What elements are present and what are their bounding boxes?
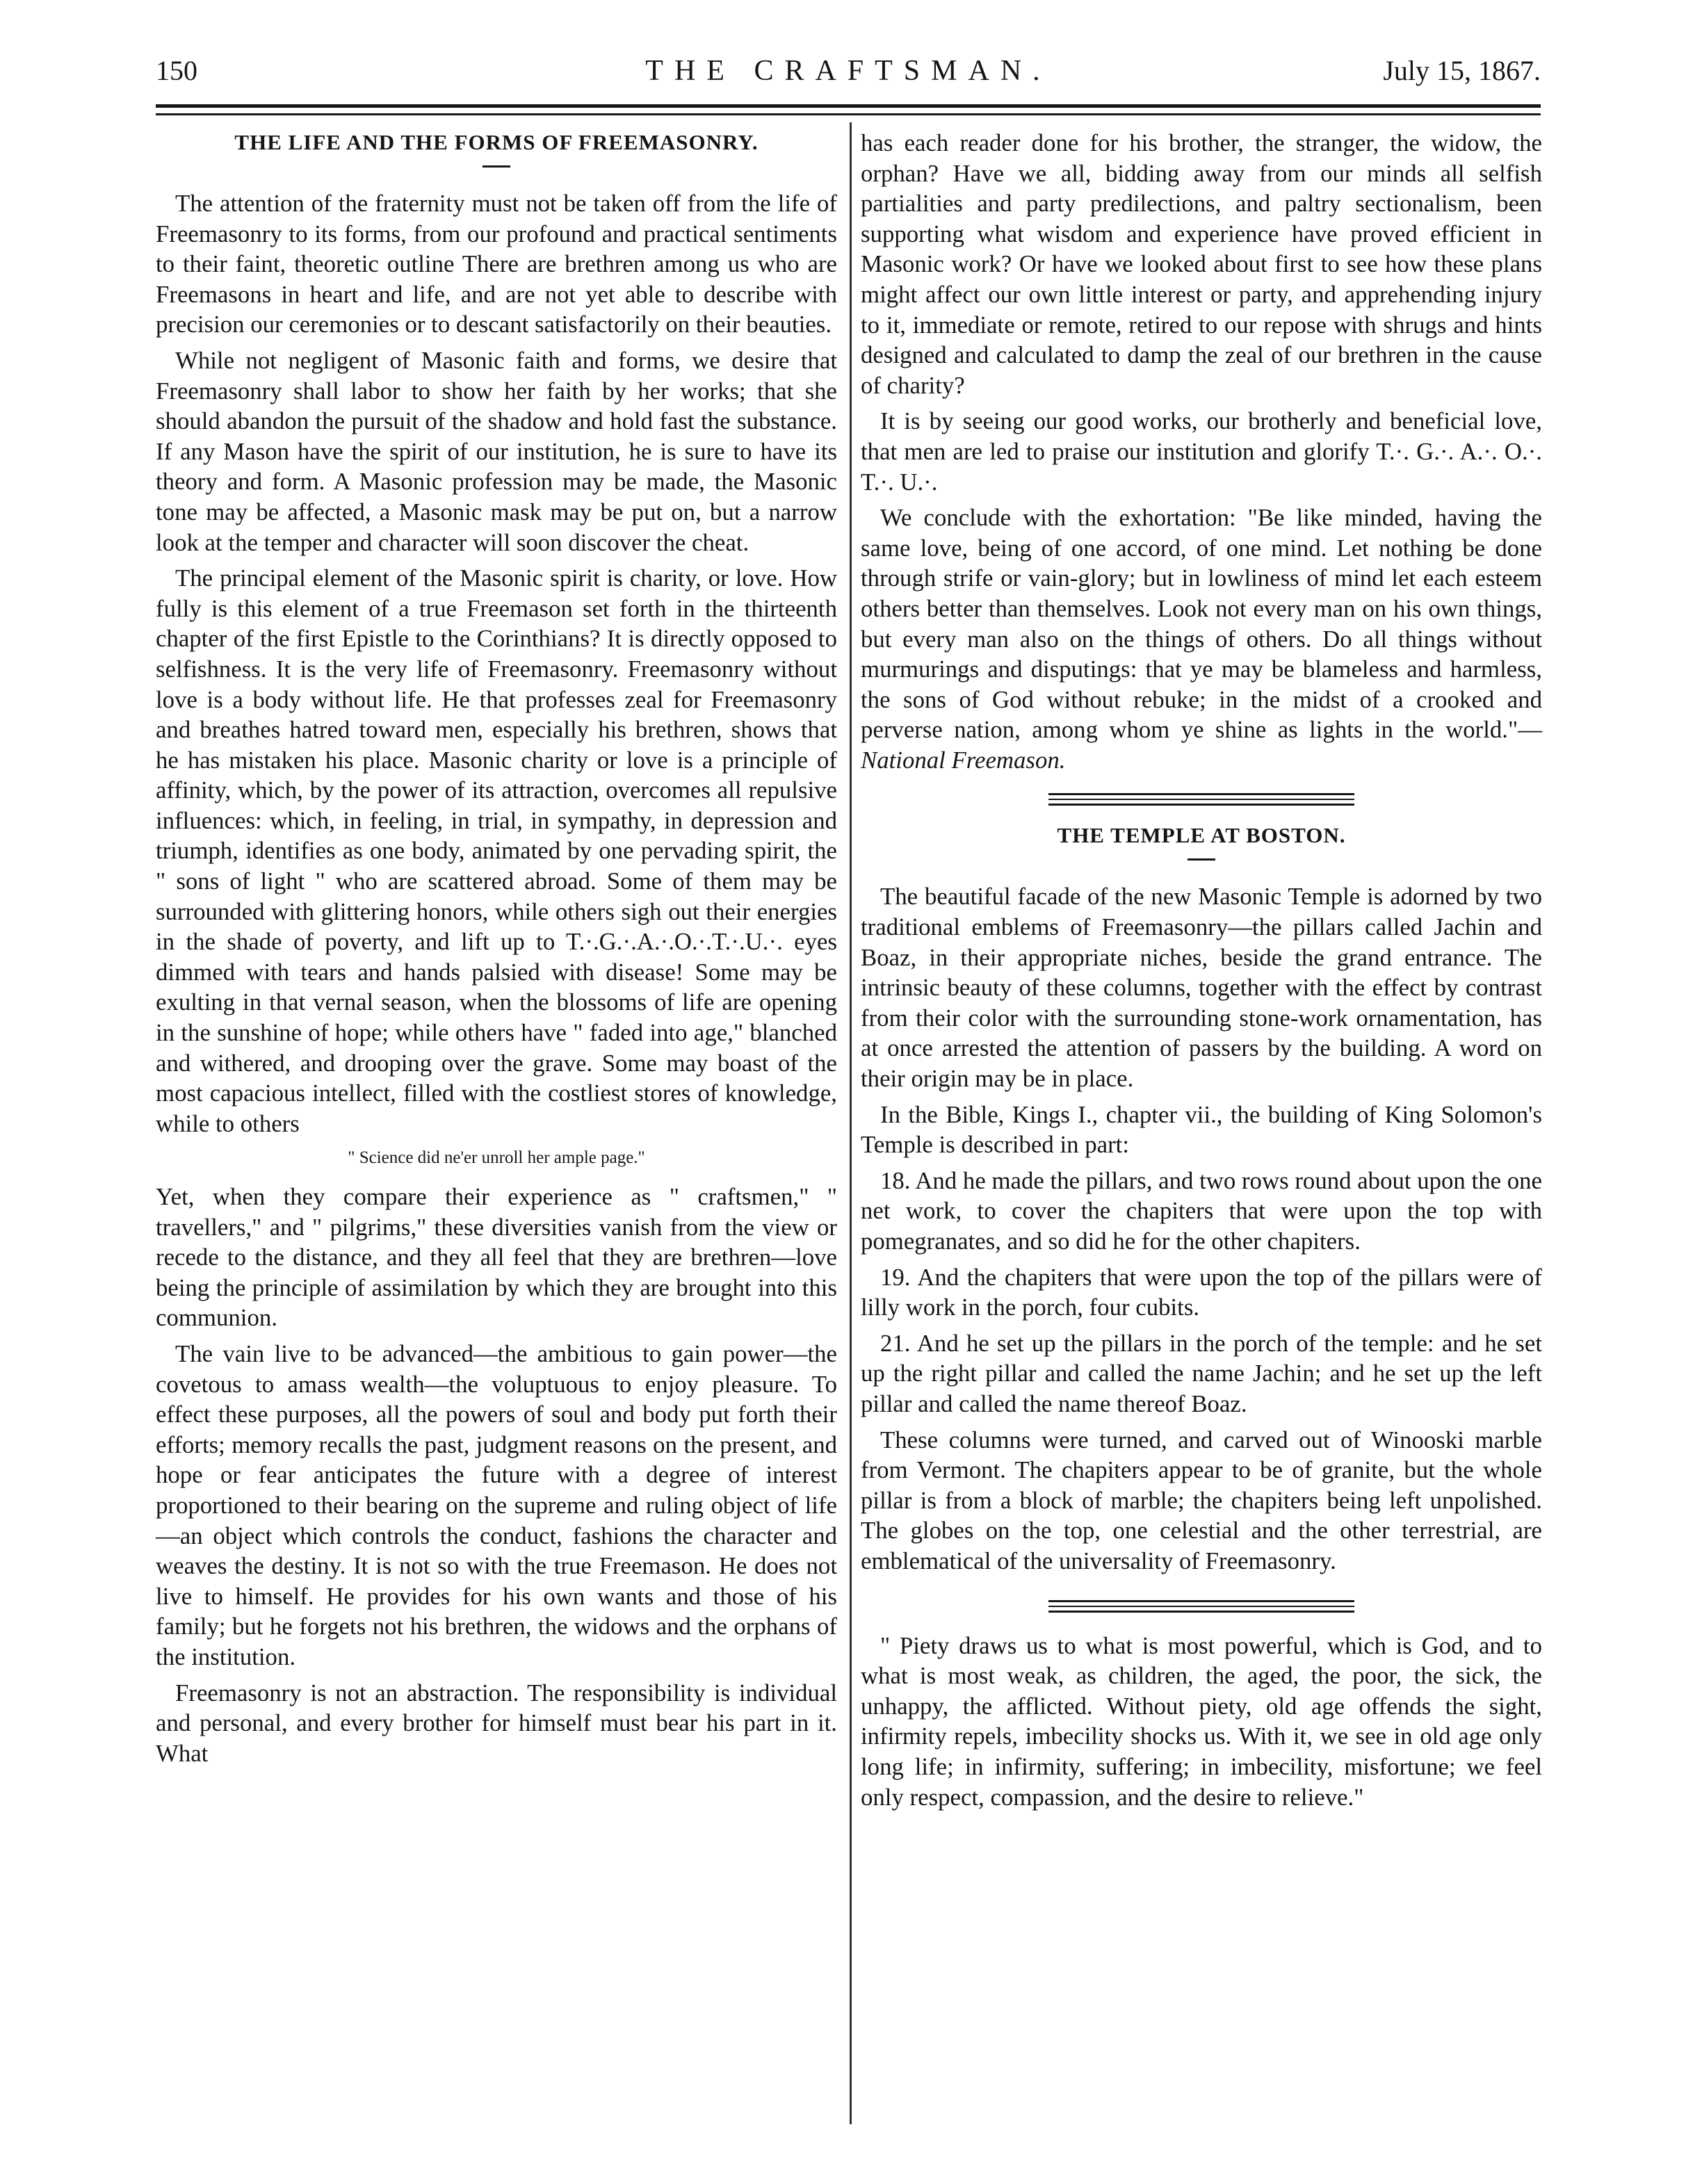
- running-head: [156, 50, 1541, 99]
- heading-dash: [1188, 858, 1215, 861]
- article-paragraph: 18. And he made the pillars, and two rows round about upon the one net work, to cover the chapiters that were upon the top with pomegranates, and so did he for the other chapiters.: [861, 1166, 1542, 1255]
- issue-date: July 15, 1867.: [1383, 55, 1541, 86]
- article-paragraph: 19. And the chapiters that were upon the top of the pillars were of lilly work in the porch, four cubits.: [861, 1263, 1542, 1321]
- left-column: [156, 128, 837, 1768]
- publication-title: THE CRAFTSMAN.: [645, 55, 1051, 87]
- section-separator: [1048, 1600, 1354, 1613]
- article-paragraph: The vain live to be advanced—the ambitious to gain power—the covetous to amass wealth—the voluptuous to enjoy pleasure. To effect these purposes, all the powers of soul and body put forth their efforts; memory recalls the past, judgment reasons on the present, and hope or fear anticipates the future with a degree of interest proportioned to their bearing on the supreme and ruling object of life—an object which controls the conduct, fashions the character and weaves the destiny. It is not so with the true Freemason. He does not live to himself. He provides for his own wants and those of his family; but he forgets not his brethren, the widows and the orphans of the institution.: [156, 1339, 837, 1670]
- section-separator: [1048, 793, 1354, 806]
- article-paragraph: The principal element of the Masonic spirit is charity, or love. How fully is this element of a true Freemason set forth in the thirteenth chapter of the first Epistle to the Corinthians? It is directly opposed to selfishness. It is the very life of Freemasonry. Freemasonry without love is a body without life. He that professes zeal for Freemasonry and breathes hatred toward men, especially his brethren, shows that he has mistaken his place. Masonic charity or love is a principle of affinity, which, by the power of its attraction, overcomes all repulsive influences: which, in feeling, in trial, in sympathy, in depression and triumph, identifies as one body, animated by one pervading spirit, the " sons of light " who are scattered abroad. Some of them may be surrounded with glittering honors, while others sigh out their energies in the shade of poverty, and lift up to T.·.G.·.A.·.O.·.T.·.U.·. eyes dimmed with tears and hands palsied with disease! Some may be exulting in that vernal season, when the blossoms of life are opening in the sunshine of hope; while others have " faded into age," blanched and withered, and drooping over the grave. Some may boast of the most capacious intellect, filled with the costliest stores of knowledge, while to others: [156, 564, 837, 1137]
- source-attribution: National Freemason.: [861, 746, 1066, 774]
- closing-exhortation: We conclude with the exhortation: "Be like minded, having the same love, being of one accord, of one mind. Let nothing be done through strife or vain-glory; but in lowliness of mind let each esteem others better than themselves. Look not every man on his own things, but every man also on the things of others. Do all things without murmurings and disputings: that ye may be blameless and harmless, the sons of God without rebuke; in the midst of a crooked and perverse nation, among whom ye shine as lights in the world."—: [861, 504, 1542, 744]
- article-heading: THE LIFE AND THE FORMS OF FREEMASONRY.: [234, 130, 759, 154]
- column-divider: [850, 122, 852, 2124]
- page-number: 150: [156, 55, 197, 86]
- article-paragraph: These columns were turned, and carved out of Winooski marble from Vermont. The chapiters appear to be of granite, but the whole pillar is from a block of marble; the chapiters being left unpolished. The globes on the top, one celestial and the other terrestrial, are emblematical of the universality of Freemasonry.: [861, 1426, 1542, 1574]
- article-paragraph: While not negligent of Masonic faith and forms, we desire that Freemasonry shall labor to show her faith by her works; that she should abandon the pursuit of the shadow and hold fast the substance. If any Mason have the spirit of our institution, he is sure to have its theory and form. A Masonic profession may be made, the Masonic tone may be affected, a Masonic mask may be put on, but a narrow look at the temper and character will soon discover the cheat.: [156, 346, 837, 556]
- header-rule-thick: [156, 104, 1541, 108]
- article-paragraph: [861, 503, 1542, 775]
- article-paragraph: Freemasonry is not an abstraction. The responsibility is individual and personal, and every brother for himself must bear his part in it. What: [156, 1679, 837, 1767]
- article-heading: THE TEMPLE AT BOSTON.: [1057, 823, 1346, 848]
- article-paragraph: In the Bible, Kings I., chapter vii., the building of King Solomon's Temple is described in part:: [861, 1100, 1542, 1159]
- article-paragraph: 21. And he set up the pillars in the porch of the temple: and he set up the right pillar and called the name Jachin; and he set up the left pillar and called the name thereof Boaz.: [861, 1329, 1542, 1417]
- verse-quote: " Science did ne'er unroll her ample page.": [348, 1148, 645, 1168]
- article-paragraph: The attention of the fraternity must not be taken off from the life of Freemasonry to its forms, from our profound and practical sentiments to their faint, theoretic outline There are brethren among us who are Freemasons in heart and life, and are not yet able to describe with precision our ceremonies or to descant satisfactorily on their beauties.: [156, 190, 837, 339]
- article-paragraph-continued: has each reader done for his brother, the stranger, the widow, the orphan? Have we all, bidding away from our minds all selfish partialities and party predilections, and paltry sectionalism, been supporting what wisdom and experience have proved efficient in Masonic work? Or have we looked about first to see how these plans might affect our own little interest or party, and apprehending injury to it, immediate or remote, retired to our repose with shrugs and hints designed and calculated to damp the zeal of our brethren in the cause of charity?: [861, 129, 1542, 399]
- article-paragraph: It is by seeing our good works, our brotherly and beneficial love, that men are led to praise our institution and glorify T.·. G.·. A.·. O.·. T.·. U.·.: [861, 407, 1542, 496]
- article-paragraph: The beautiful facade of the new Masonic Temple is adorned by two traditional emblems of Freemasonry—the pillars called Jachin and Boaz, in their appropriate niches, beside the grand entrance. The intrinsic beauty of these columns, together with the effect by contrast from their color with the surrounding stone-work ornamentation, has at once arrested the attention of passers by the building. A word on their origin may be in place.: [861, 883, 1542, 1093]
- article-paragraph: Yet, when they compare their experience as " craftsmen," " travellers," and " pilgrims," these diversities vanish from the view or recede to the distance, and they all feel that they are brethren—love being the principle of assimilation by which they are brought into this communion.: [156, 1183, 837, 1332]
- piety-quote-paragraph: " Piety draws us to what is most powerful, which is God, and to what is most weak, as children, the aged, the poor, the sick, the unhappy, the afflicted. Without piety, old age offends the sight, infirmity repels, imbecility shocks us. With it, we see in old age only long life; in infirmity, suffering; in imbecility, misfortune; we feel only respect, compassion, and the desire to relieve.": [861, 1631, 1542, 1811]
- right-column: [861, 128, 1542, 1812]
- heading-dash: [483, 165, 510, 168]
- header-rule-thin: [156, 113, 1541, 115]
